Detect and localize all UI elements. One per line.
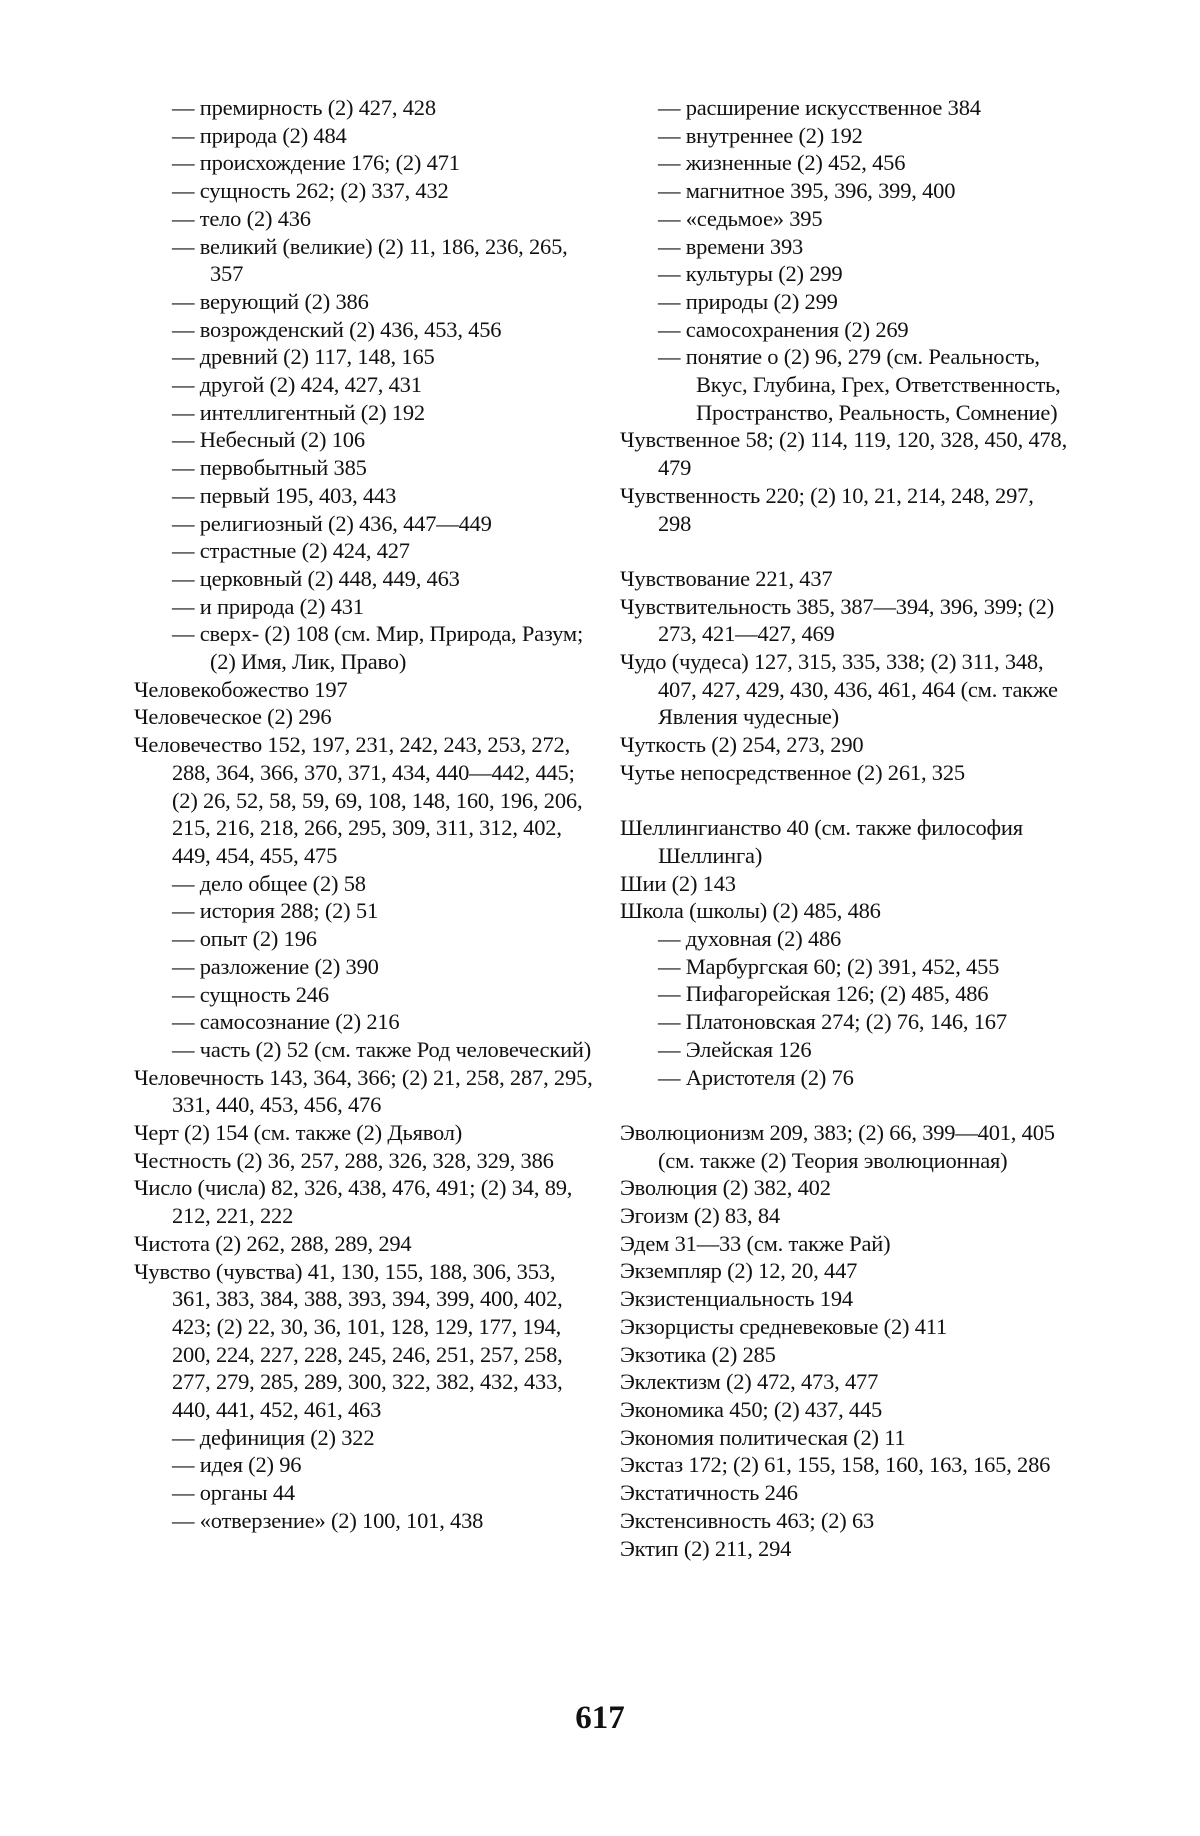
index-entry: Чудо (чудеса) 127, 315, 335, 338; (2) 311, 348, 407, 427, 429, 430, 436, 461, 464 (см. также Явления чудесные) — [620, 649, 1058, 730]
index-subentry: — Небесный (2) 106 — [172, 427, 365, 453]
index-subentry: — понятие о (2) 96, 279 (см. Реальность, Вкус, Глубина, Грех, Ответственность, Пространство, Реальность, Сомнение) — [658, 344, 1061, 425]
index-subentry: — страстные (2) 424, 427 — [172, 538, 410, 564]
index-subentry: — часть (2) 52 (см. также Род человеческий) — [172, 1036, 592, 1062]
index-entry: Экономика 450; (2) 437, 445 — [620, 1397, 883, 1422]
index-subentry: — Марбургская 60; (2) 391, 452, 455 — [658, 953, 1000, 979]
index-entry: Чувствование 221, 437 — [620, 565, 833, 591]
index-subentry: — тело (2) 436 — [172, 205, 311, 231]
index-subentry: — дефиниция (2) 322 — [172, 1424, 375, 1450]
index-subentry: — древний (2) 117, 148, 165 — [172, 344, 435, 370]
index-subentry: — церковный (2) 448, 449, 463 — [172, 565, 460, 591]
index-entry: Экзистенциальность 194 — [620, 1286, 853, 1312]
index-entry: Эволюция (2) 382, 402 — [620, 1175, 831, 1201]
index-subentry: — внутреннее (2) 192 — [658, 122, 863, 148]
index-entry: Чувственное 58; (2) 114, 119, 120, 328, 450, 478, 479 — [620, 427, 1068, 481]
index-subentry: — опыт (2) 196 — [172, 926, 317, 952]
index-entry: Чутье непосредственное (2) 261, 325 — [620, 759, 965, 785]
index-subentry: — первобытный 385 — [172, 455, 367, 481]
index-subentry: — верующий (2) 386 — [172, 288, 369, 314]
index-subentry: — разложение (2) 390 — [172, 953, 379, 979]
index-entry: Чистота (2) 262, 288, 289, 294 — [134, 1230, 412, 1256]
index-subentry: — самосохранения (2) 269 — [658, 316, 909, 342]
index-subentry: — история 288; (2) 51 — [172, 898, 378, 924]
index-subentry: — органы 44 — [172, 1480, 295, 1506]
index-subentry: — идея (2) 96 — [172, 1452, 302, 1478]
index-column-right — [620, 94, 1072, 1562]
index-entry: Экстаз 172; (2) 61, 155, 158, 160, 163, 165, 286 — [620, 1452, 1051, 1478]
index-subentry: — «отверзение» (2) 100, 101, 438 — [172, 1507, 484, 1533]
index-entry: Чувство (чувства) 41, 130, 155, 188, 306, 353, 361, 383, 384, 388, 393, 394, 399, 400, 402, 423; (2) 22, 30, 36, 101, 128, 129, 177, 194, 200, 224, 227, 228, 245, 246, 251, 257, 258, 277, 279, 285, 289, 300, 322, 382, 432, 433, 440, 441, 452, 461, 463 — [134, 1258, 563, 1423]
index-subentry: — магнитное 395, 396, 399, 400 — [658, 178, 956, 204]
index-subentry: — времени 393 — [658, 233, 804, 259]
index-subentry: — возрожденский (2) 436, 453, 456 — [172, 316, 502, 342]
index-entry: Экзотика (2) 285 — [620, 1341, 776, 1367]
index-subentry: — премирность (2) 427, 428 — [172, 95, 436, 120]
index-subentry: — жизненные (2) 452, 456 — [658, 150, 906, 176]
index-subentry: — Платоновская 274; (2) 76, 146, 167 — [658, 1009, 1007, 1035]
index-subentry: — сущность 262; (2) 337, 432 — [172, 178, 449, 204]
index-entry: Эклектизм (2) 472, 473, 477 — [620, 1369, 879, 1395]
index-subentry: — «седьмое» 395 — [658, 205, 823, 231]
index-subentry: — природы (2) 299 — [658, 288, 838, 314]
index-entry: Чувствительность 385, 387—394, 396, 399; (2) 273, 421—427, 469 — [620, 593, 1055, 647]
index-subentry: — другой (2) 424, 427, 431 — [172, 372, 422, 398]
index-subentry: — духовная (2) 486 — [658, 926, 842, 952]
index-entry: Человеческое (2) 296 — [134, 704, 332, 730]
index-entry: Человекобожество 197 — [134, 676, 348, 702]
index-entry: Эгоизм (2) 83, 84 — [620, 1203, 780, 1229]
index-entry: Экземпляр (2) 12, 20, 447 — [620, 1258, 858, 1284]
index-subentry: — расширение искусственное 384 — [658, 95, 981, 120]
index-entry: Чуткость (2) 254, 273, 290 — [620, 732, 864, 758]
index-entry: Экстатичность 246 — [620, 1480, 798, 1506]
index-subentry: — сущность 246 — [172, 981, 329, 1007]
index-entry: Экзорцисты средневековые (2) 411 — [620, 1313, 948, 1339]
index-entry: Шии (2) 143 — [620, 870, 736, 896]
index-subentry: — происхождение 176; (2) 471 — [172, 150, 460, 176]
index-subentry: — интеллигентный (2) 192 — [172, 399, 425, 425]
index-subentry: — Пифагорейская 126; (2) 485, 486 — [658, 981, 989, 1007]
index-entry: Чувственность 220; (2) 10, 21, 214, 248, 297, 298 — [620, 482, 1034, 536]
index-entry: Эдем 31—33 (см. также Рай) — [620, 1230, 891, 1256]
index-entry: Экономия политическая (2) 11 — [620, 1424, 906, 1450]
index-entry: Шеллингианство 40 (см. также философия Шеллинга) — [620, 815, 1023, 868]
index-subentry: — природа (2) 484 — [172, 122, 347, 148]
index-entry: Человечность 143, 364, 366; (2) 21, 258, 287, 295, 331, 440, 453, 456, 476 — [134, 1064, 593, 1118]
index-subentry: — первый 195, 403, 443 — [172, 482, 397, 508]
index-entry: Эволюционизм 209, 383; (2) 66, 399—401, 405 (см. также (2) Теория эволюционная) — [620, 1119, 1055, 1173]
index-entry: Число (числа) 82, 326, 438, 476, 491; (2) 34, 89, 212, 221, 222 — [134, 1175, 573, 1229]
index-subentry: — самосознание (2) 216 — [172, 1009, 400, 1035]
index-entry: Черт (2) 154 (см. также (2) Дьявол) — [134, 1120, 463, 1146]
index-gap — [620, 1091, 1072, 1119]
index-entry: Школа (школы) (2) 485, 486 — [620, 898, 881, 924]
index-entry: Честность (2) 36, 257, 288, 326, 328, 329, 386 — [134, 1147, 554, 1173]
index-subentry: — и природа (2) 431 — [172, 593, 364, 619]
index-gap — [620, 787, 1072, 815]
index-subentry: — сверх- (2) 108 (см. Мир, Природа, Разум; (2) Имя, Лик, Право) — [172, 621, 583, 675]
index-entry: Человечество 152, 197, 231, 242, 243, 253, 272, 288, 364, 366, 370, 371, 434, 440—442, 445; (2) 26, 52, 58, 59, 69, 108, 148, 160, 196, 206, 215, 216, 218, 266, 295, 309, 311, 312, 402, 449, 454, 455, 475 — [134, 732, 583, 868]
index-gap — [620, 537, 1072, 565]
index-subentry: — дело общее (2) 58 — [172, 870, 366, 896]
index-subentry: — великий (великие) (2) 11, 186, 236, 265, 357 — [172, 233, 568, 287]
index-entry: Экстенсивность 463; (2) 63 — [620, 1507, 875, 1533]
index-subentry: — религиозный (2) 436, 447—449 — [172, 510, 492, 536]
index-subentry: — культуры (2) 299 — [658, 261, 843, 287]
index-subentry: — Элейская 126 — [658, 1036, 812, 1062]
index-entry: Эктип (2) 211, 294 — [620, 1535, 792, 1561]
index-column-left — [134, 94, 594, 1535]
page-number: 617 — [575, 1700, 625, 1736]
index-subentry: — Аристотеля (2) 76 — [658, 1064, 854, 1090]
